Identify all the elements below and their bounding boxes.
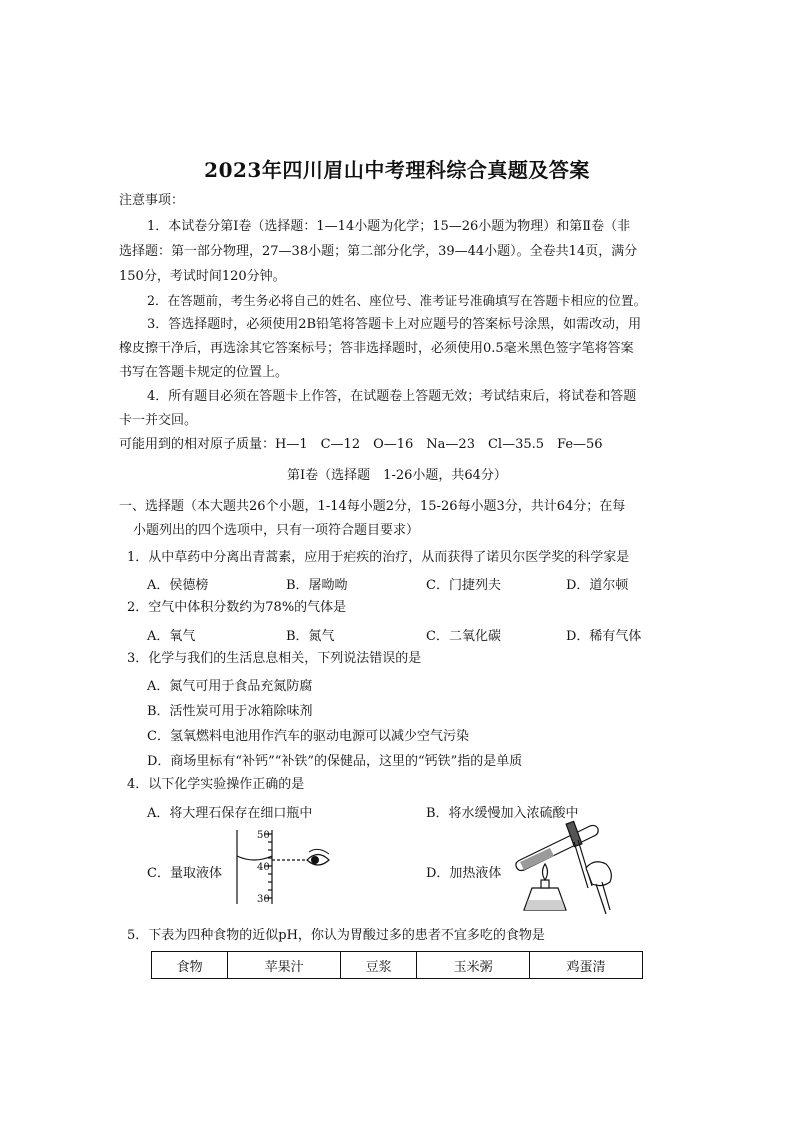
question-2-option-d: D．稀有气体 <box>566 629 642 644</box>
question-3-option-a: A．氮气可用于食品充氮防腐 <box>147 679 313 694</box>
question-1-option-c: C．门捷列夫 <box>426 578 501 593</box>
question-1-option-b: B．屠呦呦 <box>286 578 348 593</box>
atomic-mass-note: 可能用到的相对原子质量：H—1 C—12 O—16 Na—23 Cl—35.5 Fe—56 <box>119 437 603 452</box>
flame-icon <box>543 864 548 880</box>
table-header-apple-juice: 苹果汁 <box>228 952 341 979</box>
food-ph-table <box>151 951 643 979</box>
part-1-instructions-line-2: 小题列出的四个选项中，只有一项符合题目要求） <box>133 523 420 538</box>
question-3-stem: 3．化学与我们的生活息息相关，下列说法错误的是 <box>127 651 422 666</box>
notice-item-2: 2．在答题前，考生务必将自己的姓名、座位号、准考证号准确填写在答题卡相应的位置。 <box>147 293 647 308</box>
notice-item-4-line-1: 4．所有题目必须在答题卡上作答，在试题卷上答题无效；考试结束后，将试卷和答题 <box>147 389 637 404</box>
notice-item-3-line-1: 3．答选择题时，必须使用2B铅笔将答题卡上对应题号的答案标号涂黑，如需改动，用 <box>147 317 642 332</box>
cylinder-mark-50: 50 <box>257 830 270 841</box>
page-title: 2023年四川眉山中考理科综合真题及答案 <box>204 158 590 182</box>
question-2-option-a: A．氧气 <box>147 629 196 644</box>
eye-icon <box>307 849 329 865</box>
section-1-title: 第Ⅰ卷（选择题 1-26小题，共64分） <box>287 468 507 483</box>
notice-item-4-line-2: 卡一并交回。 <box>119 413 198 428</box>
question-1-stem: 1．从中草药中分离出青蒿素，应用于疟疾的治疗，从而获得了诺贝尔医学奖的科学家是 <box>127 550 630 565</box>
table-header-food: 食物 <box>152 952 228 979</box>
notice-item-1-line-1: 1．本试卷分第Ⅰ卷（选择题：1—14小题为化学；15—26小题为物理）和第Ⅱ卷（非 <box>147 219 631 234</box>
question-4-stem: 4．以下化学实验操作正确的是 <box>127 777 305 792</box>
question-2-stem: 2．空气中体积分数约为78%的气体是 <box>127 600 347 615</box>
question-2-option-c: C．二氧化碳 <box>426 629 501 644</box>
question-1-option-a: A．侯德榜 <box>147 578 209 593</box>
question-5-stem: 5．下表为四种食物的近似pH，你认为胃酸过多的患者不宜多吃的食物是 <box>127 928 545 943</box>
notice-heading: 注意事项： <box>119 193 185 208</box>
question-2-option-b: B．氮气 <box>286 629 335 644</box>
table-row <box>152 952 643 979</box>
alcohol-lamp <box>524 864 566 910</box>
notice-item-1-line-3: 150分，考试时间120分钟。 <box>119 269 286 284</box>
table-header-egg-white: 鸡蛋清 <box>530 952 643 979</box>
question-4-option-c: C．量取液体 <box>147 866 222 881</box>
table-header-corn-porridge: 玉米粥 <box>417 952 530 979</box>
question-4-option-b: B．将水缓慢加入浓硫酸中 <box>426 806 579 821</box>
cylinder-mark-30: 30 <box>257 894 270 905</box>
question-4-option-a: A．将大理石保存在细口瓶中 <box>147 806 313 821</box>
measuring-cylinder-figure <box>225 826 345 908</box>
notice-item-3-line-2: 橡皮擦干净后，再选涂其它答案标号；答非选择题时，必须使用0.5毫米黑色签字笔将答案 <box>119 341 634 356</box>
part-1-instructions-line-1: 一、选择题（本大题共26个小题，1-14每小题2分，15-26每小题3分，共计64分；在每 <box>119 499 626 514</box>
question-3-option-c: C．氢氧燃料电池用作汽车的驱动电源可以减少空气污染 <box>147 729 469 744</box>
table-header-soy-milk: 豆浆 <box>341 952 417 979</box>
notice-item-1-line-2: 选择题：第一部分物理，27—38小题；第二部分化学，39—44小题）。全卷共14页，满分 <box>119 244 638 259</box>
question-3-option-d: D．商场里标有“补钙”“补铁”的保健品，这里的“钙铁”指的是单质 <box>147 754 523 769</box>
liquid-meniscus <box>237 856 272 860</box>
cylinder-mark-40: 40 <box>257 862 270 873</box>
heating-liquid-figure <box>510 818 630 918</box>
question-4-option-d: D．加热液体 <box>426 866 502 881</box>
question-3-option-b: B．活性炭可用于冰箱除味剂 <box>147 704 313 719</box>
question-1-option-d: D．道尔顿 <box>566 578 629 593</box>
hand <box>586 862 611 914</box>
notice-item-3-line-3: 书写在答题卡规定的位置上。 <box>119 365 289 380</box>
